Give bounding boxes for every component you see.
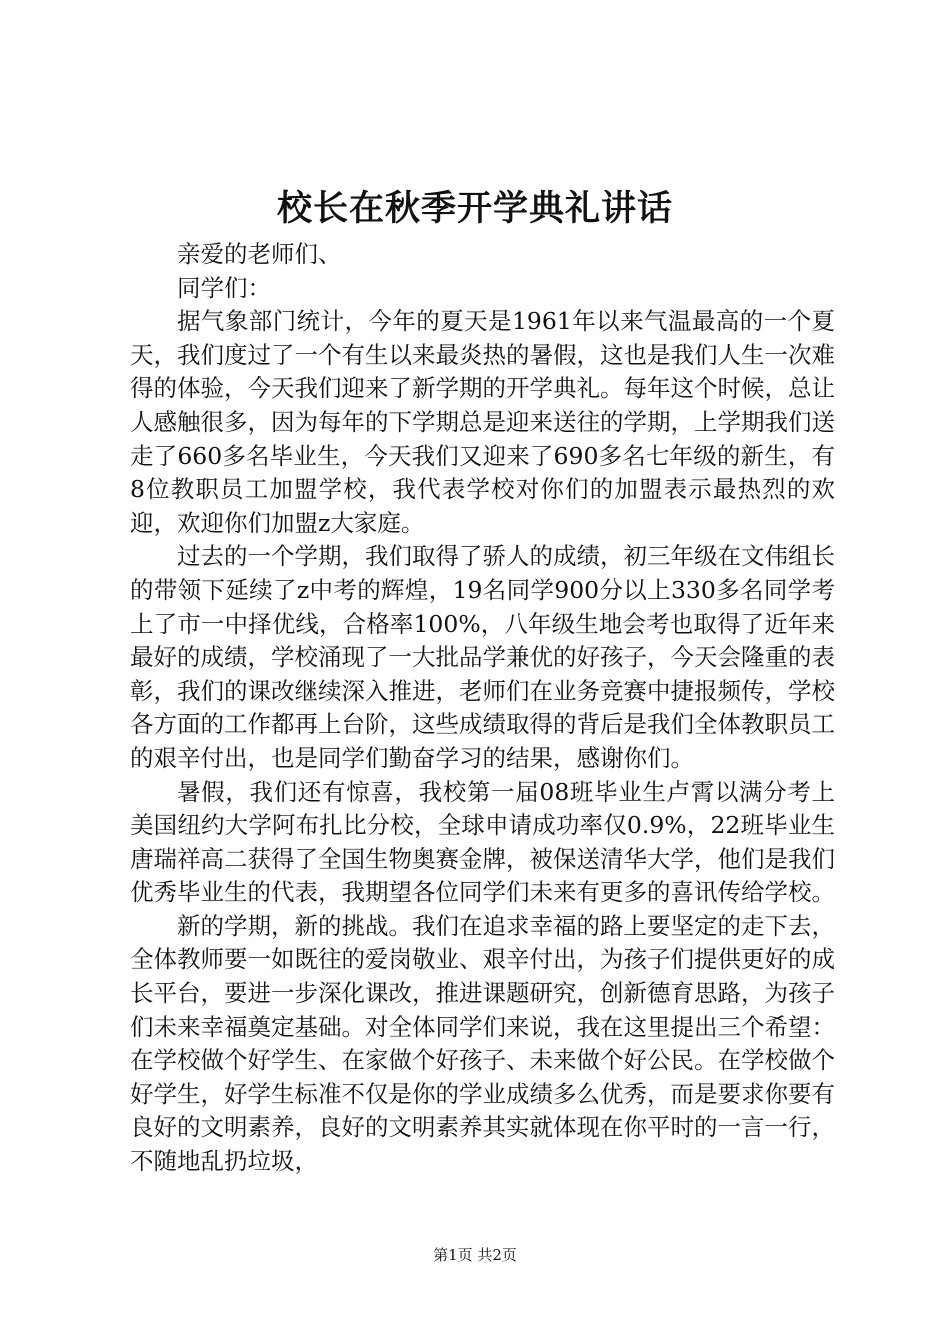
page-number-footer: 第1页 共2页 bbox=[433, 1246, 517, 1264]
paragraph-4: 新的学期，新的挑战。我们在追求幸福的路上要坚定的走下去，全体教师要一如既往的爱岗敬业、艰辛付出，为孩子们提供更好的成长平台，要进一步深化课改，推进课题研究，创新德育思路，为孩子们未来幸福奠定基础。对全体同学们来说，我在这里提出三个希望：在学校做个好学生、在家做个好孩子、未来做个好公民。在学校做个好学生，好学生标准不仅是你的学业成绩多么优秀，而是要求你要有良好的文明素养，良好的文明素养其实就体现在你平时的一言一行，不随地乱扔垃圾， bbox=[130, 911, 835, 1176]
page-title: 校长在秋季开学典礼讲话 bbox=[276, 188, 673, 229]
salutation-line-1: 亲爱的老师们、 bbox=[177, 240, 342, 268]
salutation-line-2: 同学们： bbox=[177, 273, 271, 302]
paragraph-2: 过去的一个学期，我们取得了骄人的成绩，初三年级在文伟组长的带领下延续了z中考的辉煌，19名同学900分以上330多名同学考上了市一中择优线，合格率100%，八年级生地会考也取得了近年来最好的成绩，学校涌现了一大批品学兼优的好孩子，今天会隆重的表彰，我们的课改继续深入推进，老师们在业务竞赛中捷报频传，学校各方面的工作都再上台阶，这些成绩取得的背后是我们全体教职员工的艰辛付出，也是同学们勤奋学习的结果，感谢你们。 bbox=[130, 542, 835, 772]
paragraph-3: 暑假，我们还有惊喜，我校第一届08班毕业生卢霄以满分考上美国纽约大学阿布扎比分校，全球申请成功率仅0.9%，22班毕业生唐瑞祥高二获得了全国生物奥赛金牌，被保送清华大学，他们是我们优秀毕业生的代表，我期望各位同学们未来有更多的喜讯传给学校。 bbox=[130, 777, 835, 907]
paragraph-1: 据气象部门统计，今年的夏天是1961年以来气温最高的一个夏天，我们度过了一个有生以来最炎热的暑假，这也是我们人生一次难得的体验，今天我们迎来了新学期的开学典礼。每年这个时候，总让人感触很多，因为每年的下学期总是迎来送往的学期，上学期我们送走了660多名毕业生，今天我们又迎来了690多名七年级的新生，有8位教职员工加盟学校，我代表学校对你们的加盟表示最热烈的欢迎，欢迎你们加盟z大家庭。 bbox=[130, 307, 835, 537]
document-body bbox=[130, 238, 835, 1179]
